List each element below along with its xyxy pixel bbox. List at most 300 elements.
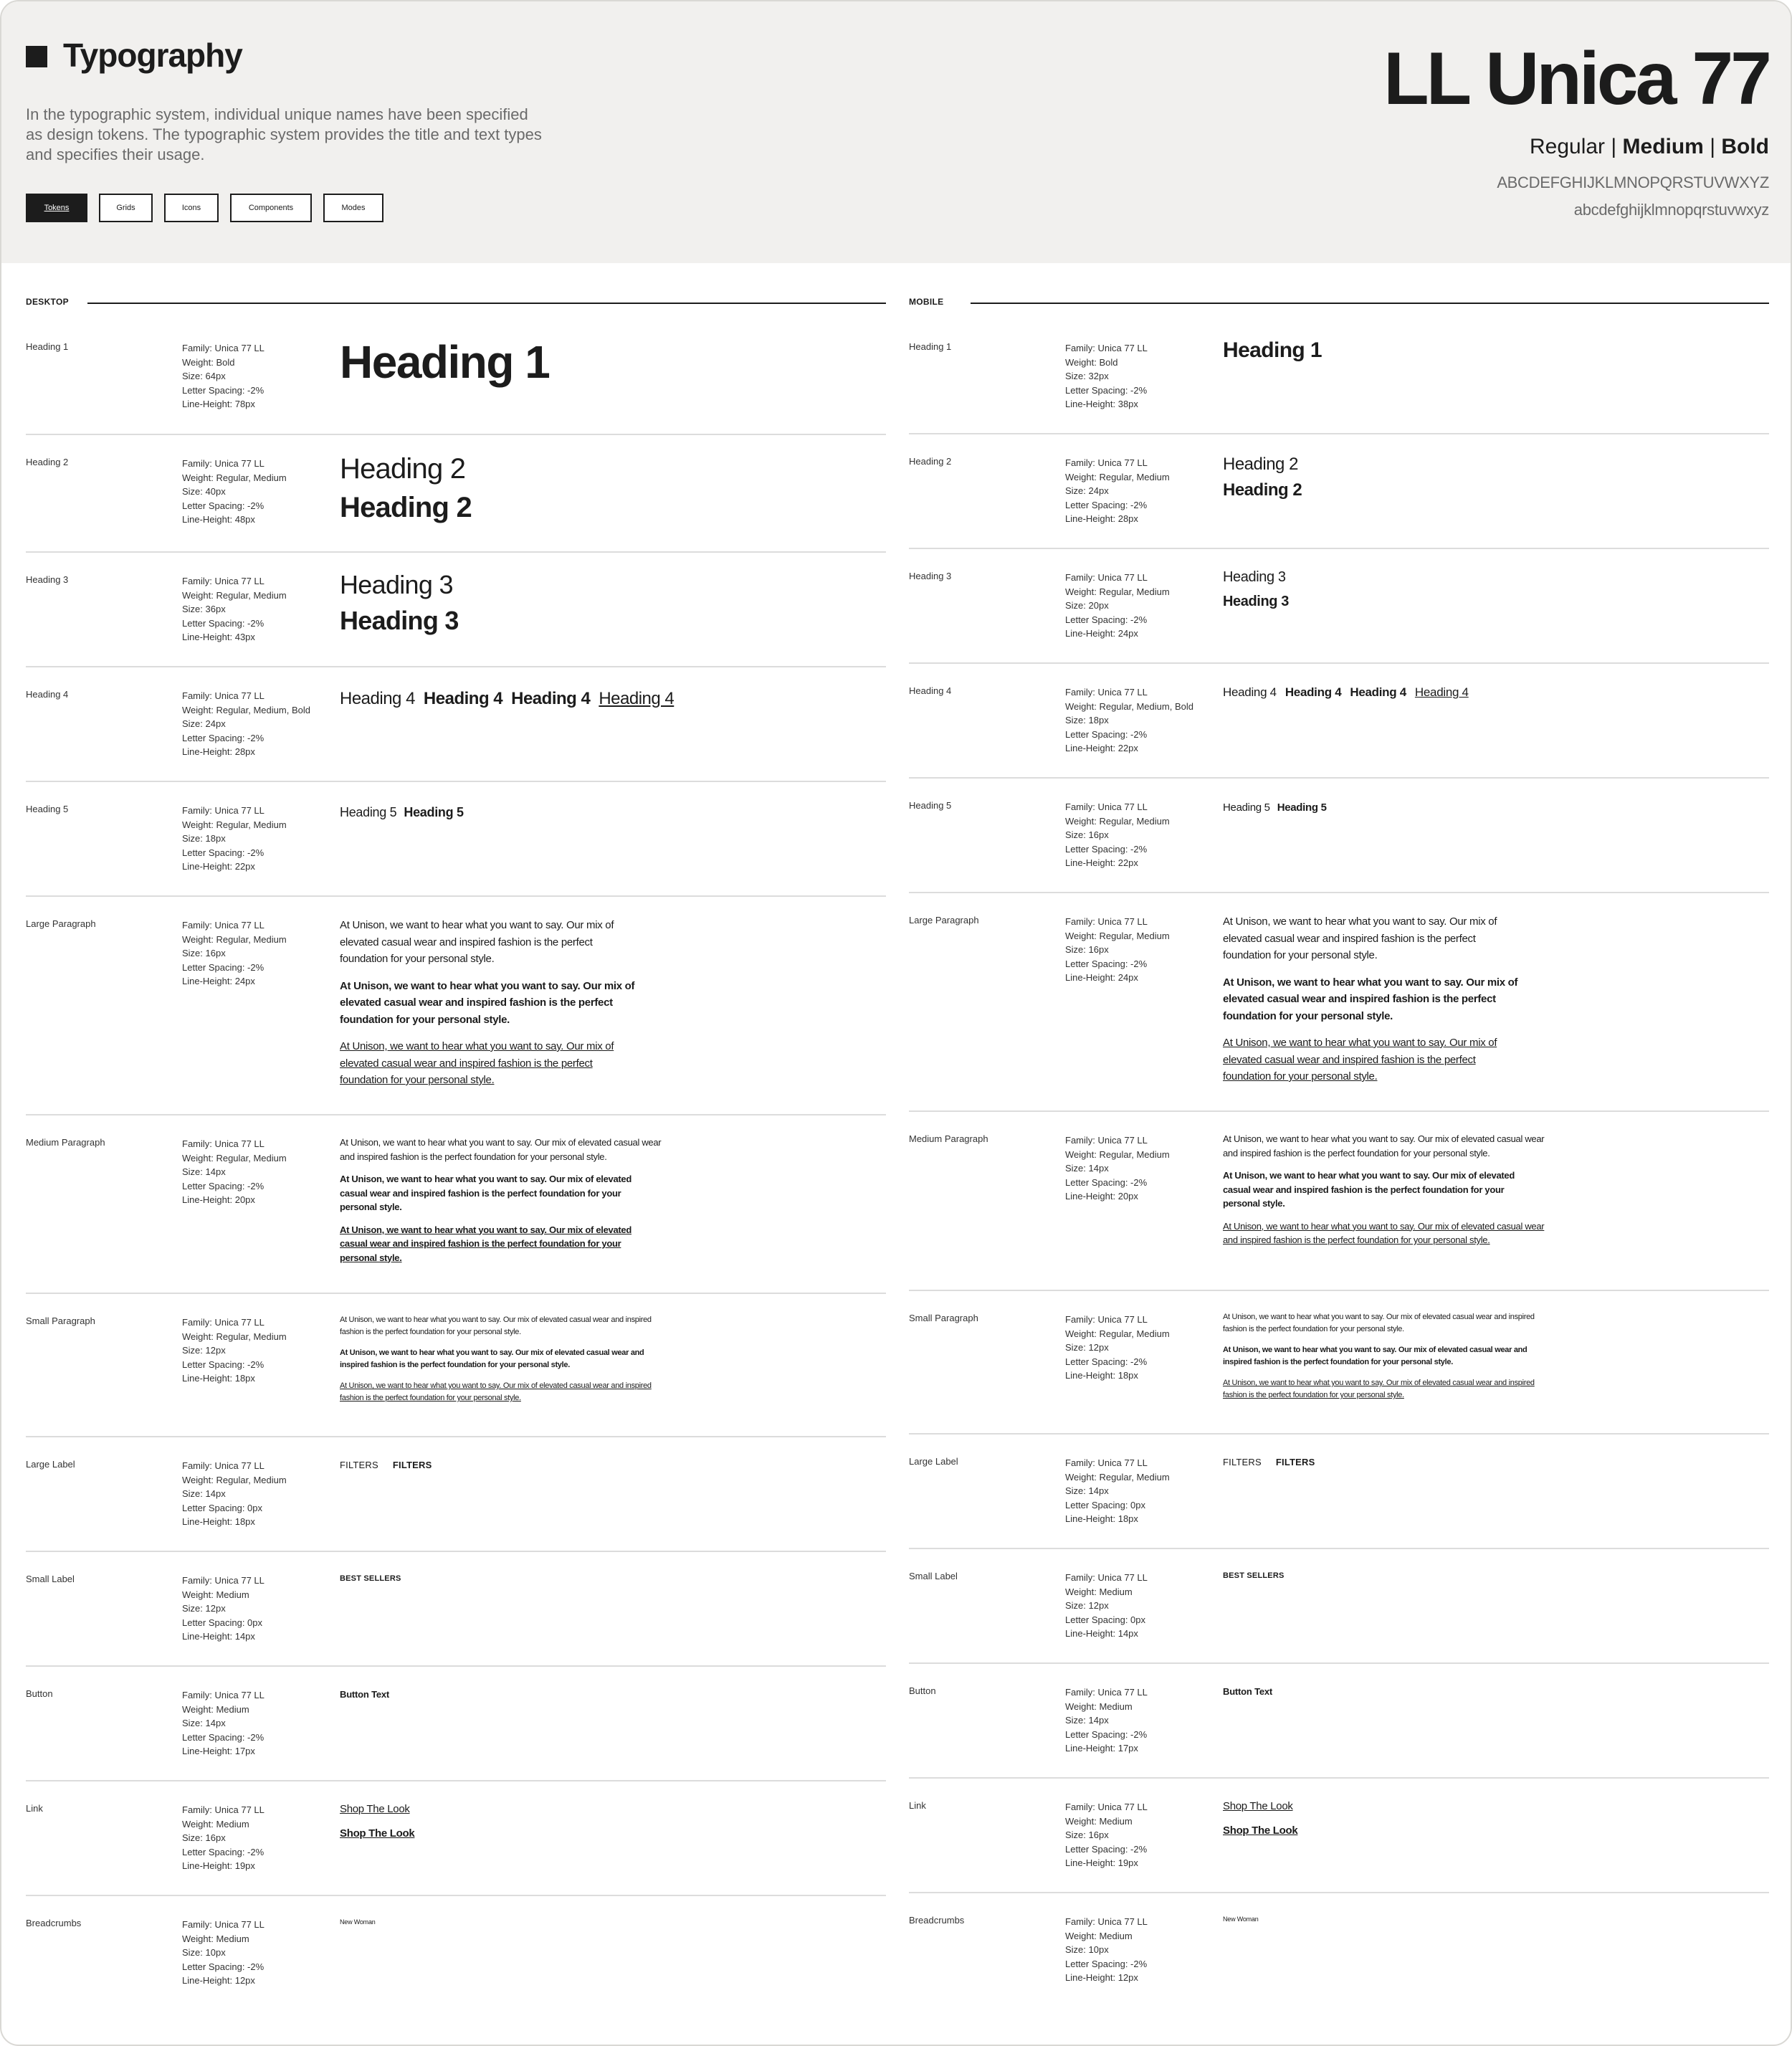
spec-line: Size: 14px [182, 1166, 226, 1177]
spec-line: Letter Spacing: -2% [1065, 958, 1148, 969]
tab-components[interactable]: Components [230, 194, 312, 222]
sample-heading-1-bold: Heading 1 [1223, 338, 1322, 362]
token-sample [1223, 337, 1322, 364]
spec-line: Size: 10px [1065, 1944, 1109, 1955]
sample-heading-2-regular: Heading 2 [1223, 455, 1298, 474]
token-name: Heading 5 [26, 804, 69, 814]
spec-line: Size: 10px [182, 1947, 226, 1958]
spec-line: Letter Spacing: -2% [1065, 1843, 1148, 1855]
spec-line: Weight: Regular, Medium [182, 819, 287, 830]
token-sample [340, 449, 472, 527]
token-specs [1065, 571, 1170, 641]
spec-line: Family: Unica 77 LL [182, 805, 264, 816]
token-sample [340, 1136, 662, 1273]
weight-medium: Medium [1622, 135, 1704, 158]
token-specs [182, 918, 287, 989]
sample-heading-2-medium: Heading 2 [1223, 480, 1302, 500]
sample-heading-4-regular: Heading 4 [340, 689, 415, 708]
sample-link-regular[interactable]: Shop The Look [340, 1803, 410, 1815]
section-rule [971, 303, 1769, 304]
token-sample [1223, 1794, 1297, 1843]
sample-button-text[interactable]: Button Text [340, 1689, 390, 1700]
token-specs [182, 341, 264, 411]
token-row-breadcrumbs [26, 1896, 886, 2011]
token-name: Large Paragraph [26, 918, 96, 929]
spec-line: Line-Height: 28px [1065, 513, 1138, 524]
spec-line: Letter Spacing: -2% [182, 500, 264, 511]
sample-heading-4-bold: Heading 4 [511, 689, 591, 708]
spec-line: Weight: Regular, Medium [182, 472, 287, 483]
sample-small-label: BEST SELLERS [340, 1574, 401, 1583]
spec-line: Family: Unica 77 LL [182, 1575, 264, 1586]
token-specs [182, 457, 287, 527]
spec-line: Family: Unica 77 LL [1065, 1687, 1148, 1698]
token-row-button [909, 1664, 1769, 1779]
spec-line: Size: 32px [1065, 371, 1109, 381]
sample-paragraph-regular: At Unison, we want to hear what you want to say. Our mix of elevated casual wear and inspired fashion is the perfect foundation for your personal style. [340, 919, 614, 965]
token-sample [340, 1460, 432, 1470]
weight-bold: Bold [1721, 135, 1769, 158]
section-rule [87, 303, 886, 304]
spec-line: Family: Unica 77 LL [182, 1690, 264, 1700]
spec-line: Weight: Bold [1065, 356, 1118, 368]
tab-grids[interactable]: Grids [99, 194, 153, 222]
spec-line: Family: Unica 77 LL [1065, 572, 1148, 583]
tab-tokens[interactable]: Tokens [26, 194, 87, 222]
sample-heading-3-regular: Heading 3 [1223, 569, 1286, 585]
token-sample [340, 334, 549, 390]
spec-line: Line-Height: 22px [1065, 857, 1138, 868]
token-specs [1065, 800, 1170, 870]
spec-line: Letter Spacing: -2% [1065, 499, 1148, 510]
spec-line: Family: Unica 77 LL [182, 920, 264, 931]
token-name: Medium Paragraph [26, 1137, 105, 1148]
token-row-small-paragraph [26, 1294, 886, 1437]
token-specs [1065, 1800, 1148, 1870]
spec-line: Weight: Regular, Medium [1065, 586, 1170, 597]
spec-line: Line-Height: 14px [1065, 1628, 1138, 1639]
spec-line: Size: 14px [1065, 1715, 1109, 1726]
token-name: Heading 1 [26, 341, 69, 352]
token-row-heading-2 [26, 435, 886, 553]
spec-line: Size: 18px [1065, 715, 1109, 725]
spec-line: Line-Height: 22px [182, 861, 255, 872]
weight-regular: Regular [1529, 135, 1606, 158]
spec-line: Family: Unica 77 LL [182, 1138, 264, 1149]
font-name: LL Unica 77 [1383, 37, 1769, 120]
spec-line: Family: Unica 77 LL [1065, 687, 1148, 698]
spec-line: Letter Spacing: -2% [182, 1359, 264, 1370]
spec-line: Family: Unica 77 LL [182, 1460, 264, 1471]
token-sample [340, 805, 464, 820]
spec-line: Letter Spacing: -2% [1065, 1958, 1148, 1969]
spec-line: Family: Unica 77 LL [182, 1919, 264, 1930]
mobile-header [909, 288, 1769, 320]
sample-label-medium: FILTERS [1275, 1457, 1315, 1467]
spec-line: Letter Spacing: -2% [182, 1846, 264, 1857]
nav-tabs [26, 194, 383, 222]
spec-line: Weight: Regular, Medium [182, 933, 287, 945]
sample-paragraph-underlined: At Unison, we want to hear what you want to say. Our mix of elevated casual wear and inspired fashion is the perfect foundation for your personal style. [1223, 1037, 1497, 1083]
spec-line: Size: 14px [1065, 1163, 1109, 1174]
spec-line: Letter Spacing: -2% [182, 1961, 264, 1972]
spec-line: Size: 16px [182, 948, 226, 958]
token-row-large-label [26, 1437, 886, 1552]
sample-paragraph-medium: At Unison, we want to hear what you want to say. Our mix of elevated casual wear and inspired fashion is the perfect foundation for your personal style. [1223, 1346, 1528, 1366]
token-name: Large Paragraph [909, 915, 979, 926]
spec-line: Family: Unica 77 LL [182, 576, 264, 586]
spec-line: Size: 12px [182, 1345, 226, 1356]
spec-line: Family: Unica 77 LL [1065, 1916, 1148, 1927]
sample-button-text[interactable]: Button Text [1223, 1686, 1273, 1697]
spec-line: Letter Spacing: -2% [1065, 1728, 1148, 1740]
spec-line: Weight: Regular, Medium, Bold [1065, 700, 1193, 712]
desktop-column [26, 288, 886, 2011]
mobile-column [909, 288, 1769, 2008]
token-sample [340, 917, 641, 1099]
spec-line: Line-Height: 19px [182, 1860, 255, 1871]
token-sample [1223, 1457, 1315, 1467]
spec-line: Weight: Regular, Medium [1065, 1471, 1170, 1483]
spec-line: Letter Spacing: 0px [1065, 1499, 1146, 1510]
token-sample [340, 567, 459, 639]
spec-line: Line-Height: 12px [182, 1975, 255, 1986]
sample-small-label: BEST SELLERS [1223, 1571, 1285, 1580]
spec-line: Letter Spacing: -2% [182, 961, 264, 973]
token-row-small-label [909, 1549, 1769, 1664]
spec-line: Size: 14px [1065, 1485, 1109, 1496]
sample-heading-4-underlined: Heading 4 [599, 689, 675, 708]
spec-line: Family: Unica 77 LL [182, 690, 264, 701]
spec-line: Line-Height: 18px [1065, 1370, 1138, 1381]
spec-line: Size: 16px [182, 1832, 226, 1843]
spec-line: Line-Height: 20px [182, 1194, 255, 1205]
token-specs [1065, 915, 1170, 985]
token-name: Small Label [26, 1574, 75, 1584]
token-specs [182, 1137, 287, 1207]
token-name: Link [26, 1803, 43, 1814]
token-name: Heading 1 [909, 341, 952, 352]
spec-line: Weight: Regular, Medium [182, 1152, 287, 1164]
token-name: Heading 3 [909, 571, 952, 581]
sample-paragraph-medium: At Unison, we want to hear what you want to say. Our mix of elevated casual wear and inspired fashion is the perfect foundation for your personal style. [1223, 1170, 1515, 1209]
token-sample [1223, 565, 1289, 614]
spec-line: Size: 12px [182, 1603, 226, 1614]
spec-line: Letter Spacing: -2% [1065, 728, 1148, 740]
sample-heading-1-bold: Heading 1 [340, 336, 550, 388]
token-specs [182, 804, 287, 874]
token-specs [1065, 1915, 1148, 1985]
spec-line: Line-Height: 17px [182, 1746, 255, 1756]
token-name: Heading 3 [26, 574, 69, 585]
token-row-heading-3 [26, 553, 886, 667]
token-specs [182, 1803, 264, 1873]
sample-heading-3-medium: Heading 3 [1223, 594, 1289, 609]
sample-paragraph-underlined: At Unison, we want to hear what you want to say. Our mix of elevated casual wear and inspired fashion is the perfect foundation for your personal style. [340, 1381, 652, 1402]
page-title: Typography [63, 37, 242, 74]
sample-paragraph-regular: At Unison, we want to hear what you want to say. Our mix of elevated casual wear and inspired fashion is the perfect foundation for your personal style. [1223, 1313, 1535, 1333]
spec-line: Line-Height: 24px [1065, 972, 1138, 983]
token-row-small-paragraph [909, 1291, 1769, 1434]
token-specs [1065, 1313, 1170, 1383]
spec-line: Family: Unica 77 LL [1065, 457, 1148, 468]
spec-line: Family: Unica 77 LL [182, 458, 264, 469]
spec-line: Family: Unica 77 LL [1065, 1314, 1148, 1325]
spec-line: Letter Spacing: -2% [182, 847, 264, 858]
token-sample [1223, 685, 1469, 700]
spec-line: Weight: Regular, Medium [182, 589, 287, 601]
tab-icons[interactable]: Icons [164, 194, 219, 222]
sample-paragraph-regular: At Unison, we want to hear what you want to say. Our mix of elevated casual wear and inspired fashion is the perfect foundation for your personal style. [340, 1315, 652, 1336]
token-specs [182, 574, 287, 644]
spec-line: Weight: Medium [182, 1703, 249, 1715]
spec-line: Size: 12px [1065, 1600, 1109, 1611]
token-name: Small Paragraph [909, 1313, 978, 1323]
spec-line: Family: Unica 77 LL [182, 343, 264, 353]
token-specs [1065, 1133, 1170, 1204]
sample-paragraph-underlined: At Unison, we want to hear what you want to say. Our mix of elevated casual wear and inspired fashion is the perfect foundation for your personal style. [340, 1224, 632, 1263]
sample-heading-5-medium: Heading 5 [1277, 801, 1327, 814]
sample-paragraph-medium: At Unison, we want to hear what you want to say. Our mix of elevated casual wear and inspired fashion is the perfect foundation for your personal style. [340, 1348, 644, 1369]
token-sample [340, 1797, 414, 1846]
token-sample [1223, 801, 1327, 814]
title-square-icon [26, 46, 47, 67]
spec-line: Letter Spacing: -2% [182, 732, 264, 743]
spec-line: Weight: Regular, Medium [1065, 930, 1170, 941]
weight-separator: | [1611, 135, 1617, 158]
token-row-heading-2 [909, 434, 1769, 549]
spec-line: Line-Height: 20px [1065, 1191, 1138, 1202]
spec-line: Line-Height: 38px [1065, 399, 1138, 409]
mobile-label: MOBILE [909, 297, 944, 307]
spec-line: Line-Height: 22px [1065, 743, 1138, 753]
token-row-breadcrumbs [909, 1893, 1769, 2008]
token-name: Breadcrumbs [26, 1918, 82, 1928]
spec-line: Weight: Regular, Medium [182, 1474, 287, 1485]
spec-line: Line-Height: 18px [182, 1373, 255, 1384]
sample-paragraph-underlined: At Unison, we want to hear what you want to say. Our mix of elevated casual wear and inspired fashion is the perfect foundation for your personal style. [1223, 1379, 1535, 1399]
token-name: Large Label [909, 1456, 958, 1467]
token-name: Heading 4 [26, 689, 69, 700]
spec-line: Letter Spacing: -2% [182, 384, 264, 396]
spec-line: Line-Height: 78px [182, 399, 255, 409]
spec-line: Family: Unica 77 LL [1065, 916, 1148, 927]
sample-heading-4-medium: Heading 4 [1285, 685, 1342, 699]
sample-label-medium: FILTERS [392, 1460, 432, 1470]
sample-label-regular: FILTERS [340, 1460, 378, 1470]
sample-label-regular: FILTERS [1223, 1457, 1262, 1467]
sample-heading-4-underlined: Heading 4 [1414, 685, 1469, 699]
token-specs [182, 1459, 287, 1529]
spec-line: Family: Unica 77 LL [182, 1804, 264, 1815]
token-specs [1065, 1571, 1148, 1641]
token-specs [182, 1688, 264, 1759]
spec-line: Size: 18px [182, 833, 226, 844]
token-name: Small Paragraph [26, 1315, 95, 1326]
spec-line: Line-Height: 48px [182, 514, 255, 525]
sample-paragraph-underlined: At Unison, we want to hear what you want to say. Our mix of elevated casual wear and inspired fashion is the perfect foundation for your personal style. [1223, 1220, 1545, 1245]
token-row-large-paragraph [26, 897, 886, 1115]
spec-line: Family: Unica 77 LL [1065, 1457, 1148, 1468]
spec-line: Family: Unica 77 LL [1065, 1802, 1148, 1812]
token-row-button [26, 1667, 886, 1781]
token-name: Heading 4 [909, 685, 952, 696]
token-name: Small Label [909, 1571, 958, 1581]
spec-line: Line-Height: 17px [1065, 1743, 1138, 1754]
spec-line: Weight: Regular, Medium, Bold [182, 704, 310, 715]
spec-line: Weight: Regular, Medium [1065, 471, 1170, 482]
sample-heading-4-medium: Heading 4 [423, 689, 503, 708]
page-description: In the typographic system, individual unique names have been specified as design tokens. The typographic system provides the title and text types and specifies their usage. [26, 105, 542, 163]
spec-line: Line-Height: 12px [1065, 1972, 1138, 1983]
spec-line: Letter Spacing: 0px [182, 1617, 263, 1628]
spec-line: Weight: Regular, Medium [1065, 815, 1170, 827]
sample-breadcrumb[interactable]: New Woman [340, 1918, 376, 1926]
spec-line: Line-Height: 24px [182, 976, 255, 986]
sample-heading-2-regular: Heading 2 [340, 453, 466, 485]
spec-line: Size: 16px [1065, 944, 1109, 955]
spec-line: Size: 20px [1065, 600, 1109, 611]
sample-link-regular[interactable]: Shop The Look [1223, 1800, 1293, 1812]
spec-line: Size: 64px [182, 371, 226, 381]
spec-line: Letter Spacing: -2% [182, 1180, 264, 1191]
sample-paragraph-medium: At Unison, we want to hear what you want to say. Our mix of elevated casual wear and inspired fashion is the perfect foundation for your personal style. [1223, 976, 1518, 1022]
spec-line: Size: 12px [1065, 1342, 1109, 1353]
token-name: Medium Paragraph [909, 1133, 988, 1144]
spec-line: Weight: Regular, Medium [1065, 1148, 1170, 1160]
sample-paragraph-medium: At Unison, we want to hear what you want to say. Our mix of elevated casual wear and inspired fashion is the perfect foundation for your personal style. [340, 979, 635, 1026]
spec-line: Family: Unica 77 LL [1065, 1135, 1148, 1146]
header-panel [1, 1, 1792, 263]
spec-line: Family: Unica 77 LL [1065, 1572, 1148, 1583]
sample-heading-4-bold: Heading 4 [1350, 685, 1406, 699]
sample-breadcrumb[interactable]: New Woman [1223, 1916, 1259, 1923]
token-row-large-label [909, 1434, 1769, 1549]
token-sample [340, 689, 674, 709]
spec-line: Line-Height: 24px [1065, 628, 1138, 639]
token-row-heading-1 [909, 320, 1769, 434]
token-specs [1065, 456, 1170, 526]
token-name: Heading 2 [909, 456, 952, 467]
sample-heading-5-regular: Heading 5 [1223, 801, 1270, 814]
token-row-heading-3 [909, 549, 1769, 664]
tab-modes[interactable]: Modes [323, 194, 383, 222]
sample-paragraph-regular: At Unison, we want to hear what you want to say. Our mix of elevated casual wear and inspired fashion is the perfect foundation for your personal style. [1223, 1133, 1545, 1158]
token-row-medium-paragraph [26, 1115, 886, 1294]
spec-line: Letter Spacing: 0px [182, 1502, 263, 1513]
token-specs [1065, 1685, 1148, 1756]
token-row-link [909, 1779, 1769, 1893]
spec-line: Line-Height: 18px [182, 1516, 255, 1527]
token-specs [182, 1918, 264, 1988]
spec-line: Letter Spacing: -2% [1065, 614, 1148, 625]
token-row-heading-5 [909, 779, 1769, 893]
spec-line: Size: 36px [182, 604, 226, 614]
spec-line: Weight: Bold [182, 356, 235, 368]
spec-line: Weight: Medium [182, 1933, 249, 1944]
token-sample [1223, 1311, 1538, 1410]
token-sample [1223, 1132, 1545, 1256]
sample-heading-3-medium: Heading 3 [340, 606, 459, 635]
spec-line: Weight: Medium [182, 1589, 249, 1600]
spec-line: Line-Height: 14px [182, 1631, 255, 1642]
spec-line: Family: Unica 77 LL [1065, 343, 1148, 353]
spec-line: Line-Height: 19px [1065, 1857, 1138, 1868]
sample-paragraph-regular: At Unison, we want to hear what you want to say. Our mix of elevated casual wear and inspired fashion is the perfect foundation for your personal style. [340, 1137, 662, 1162]
token-specs [182, 689, 310, 759]
sample-heading-5-medium: Heading 5 [404, 805, 464, 819]
token-sample [340, 1314, 655, 1413]
spec-line: Letter Spacing: -2% [1065, 1356, 1148, 1367]
token-specs [182, 1574, 264, 1644]
spec-line: Letter Spacing: -2% [1065, 1176, 1148, 1188]
spec-line: Size: 24px [1065, 485, 1109, 496]
sample-link-medium[interactable]: Shop The Look [340, 1827, 415, 1840]
spec-line: Size: 16px [1065, 829, 1109, 840]
token-row-link [26, 1781, 886, 1896]
token-specs [1065, 341, 1148, 411]
sample-heading-4-regular: Heading 4 [1223, 685, 1277, 699]
spec-line: Weight: Medium [1065, 1586, 1133, 1597]
desktop-label: DESKTOP [26, 297, 69, 307]
spec-line: Weight: Regular, Medium [182, 1331, 287, 1342]
token-row-medium-paragraph [909, 1112, 1769, 1291]
token-name: Large Label [26, 1459, 75, 1470]
spec-line: Line-Height: 18px [1065, 1513, 1138, 1524]
sample-heading-2-medium: Heading 2 [340, 492, 472, 523]
spec-line: Letter Spacing: -2% [182, 1731, 264, 1743]
spec-line: Size: 24px [182, 718, 226, 729]
spec-line: Letter Spacing: -2% [1065, 384, 1148, 396]
spec-line: Weight: Medium [1065, 1700, 1133, 1712]
spec-line: Size: 14px [182, 1718, 226, 1728]
token-row-small-label [26, 1552, 886, 1667]
weight-separator: | [1710, 135, 1715, 158]
sample-paragraph-underlined: At Unison, we want to hear what you want to say. Our mix of elevated casual wear and inspired fashion is the perfect foundation for your personal style. [340, 1040, 614, 1086]
spec-line: Line-Height: 28px [182, 746, 255, 757]
spec-line: Family: Unica 77 LL [182, 1317, 264, 1328]
token-row-heading-1 [26, 320, 886, 435]
spec-line: Letter Spacing: -2% [182, 617, 264, 629]
token-sample [1223, 913, 1524, 1095]
sample-heading-5-regular: Heading 5 [340, 805, 397, 819]
token-row-large-paragraph [909, 893, 1769, 1112]
spec-line: Weight: Medium [182, 1818, 249, 1829]
token-name: Button [909, 1685, 936, 1696]
token-specs [1065, 1456, 1170, 1526]
token-row-heading-4 [26, 667, 886, 782]
desktop-header [26, 288, 886, 320]
token-name: Heading 2 [26, 457, 69, 467]
sample-paragraph-medium: At Unison, we want to hear what you want to say. Our mix of elevated casual wear and inspired fashion is the perfect foundation for your personal style. [340, 1174, 632, 1212]
token-name: Breadcrumbs [909, 1915, 965, 1926]
token-name: Link [909, 1800, 926, 1811]
sample-paragraph-regular: At Unison, we want to hear what you want to say. Our mix of elevated casual wear and inspired fashion is the perfect foundation for your personal style. [1223, 915, 1497, 961]
spec-line: Family: Unica 77 LL [1065, 801, 1148, 812]
token-name: Button [26, 1688, 53, 1699]
token-sample [1223, 452, 1302, 503]
font-weights [1530, 135, 1769, 159]
spec-line: Weight: Medium [1065, 1815, 1133, 1827]
spec-line: Size: 16px [1065, 1829, 1109, 1840]
spec-line: Weight: Regular, Medium [1065, 1328, 1170, 1339]
spec-line: Letter Spacing: 0px [1065, 1614, 1146, 1625]
spec-line: Line-Height: 43px [182, 632, 255, 642]
token-name: Heading 5 [909, 800, 952, 811]
token-specs [1065, 685, 1193, 756]
sample-link-medium[interactable]: Shop The Look [1223, 1824, 1298, 1837]
lowercase-alphabet: abcdefghijklmnopqrstuvwxyz [1573, 201, 1769, 219]
